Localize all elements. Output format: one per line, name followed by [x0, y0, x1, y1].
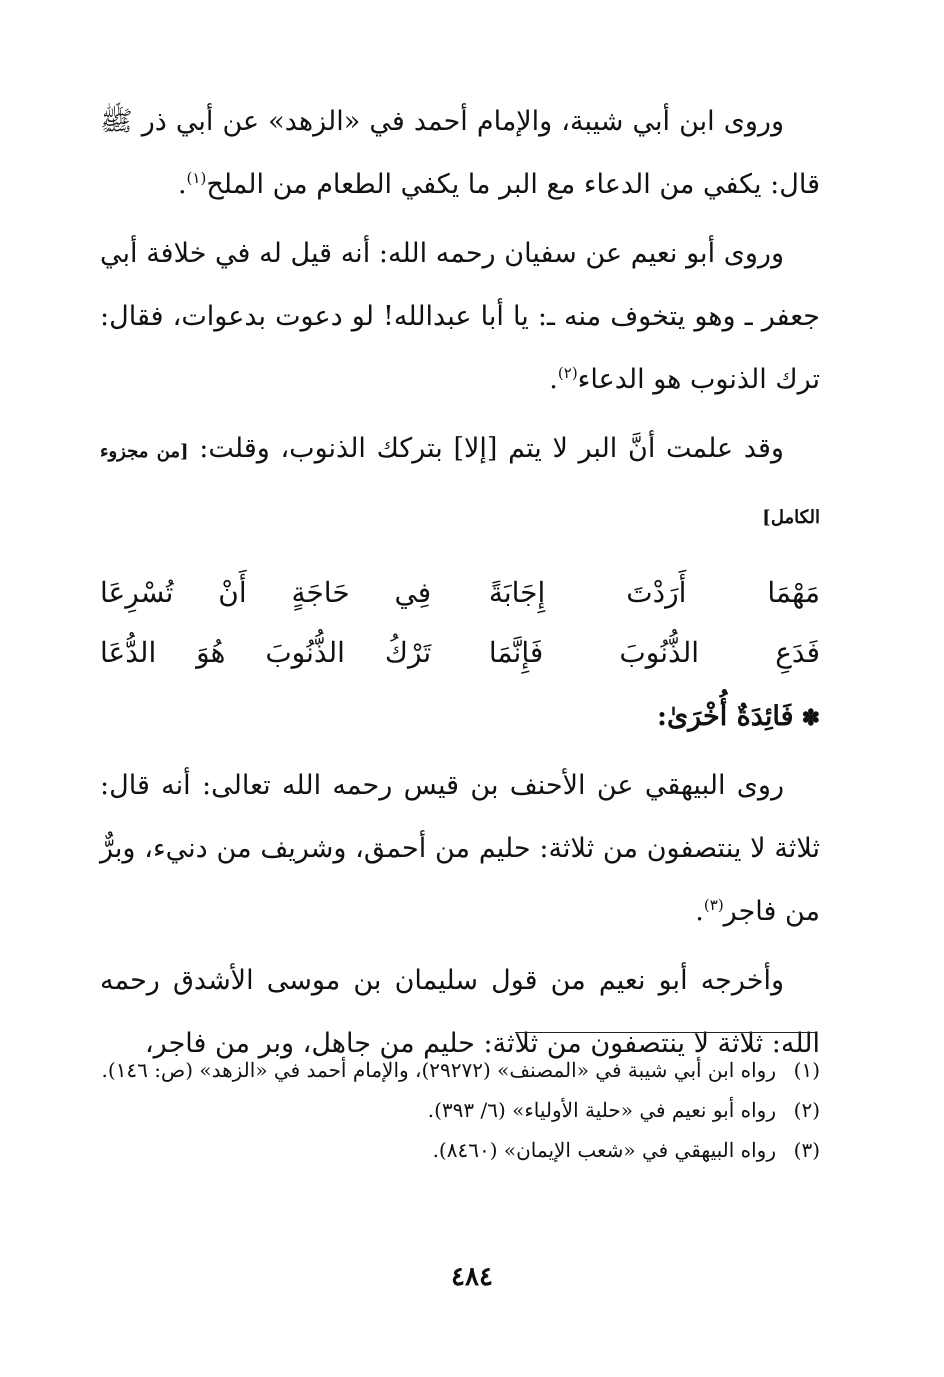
section-heading-text: فَائِدَةٌ أُخْرَىٰ:: [657, 701, 794, 732]
paragraph-poem-intro: وقد علمت أنَّ البر لا يتم [إلا] بتركك الذنوب، وقلت: [من مجزوء الكامل]: [100, 433, 820, 528]
star-icon: ✽: [801, 705, 820, 731]
footnote-ref-3[interactable]: (٣): [703, 896, 724, 914]
page-body: [100, 90, 820, 1081]
poem-line-2-first-hemistich: فَدَعِ الذُّنُوبَ فَإِنَّمَا: [488, 636, 820, 669]
poem-line-1-second-hemistich: فِي حَاجَةٍ أَنْ تُسْرِعَا: [100, 576, 432, 609]
poem: [100, 563, 820, 683]
poem-line-1: [100, 563, 820, 623]
footnote-number: (١): [793, 1058, 820, 1082]
footnote-separator: [515, 1032, 817, 1033]
footnote-ref-1[interactable]: (١): [186, 169, 207, 187]
footnote-3: [100, 1130, 820, 1170]
poem-line-2-second-hemistich: تَرْكُ الذُّنُوبَ هُوَ الدُّعَا: [100, 636, 432, 669]
paragraph-sufyan: وروى أبو نعيم عن سفيان رحمه الله: أنه قيل له في خلافة أبي جعفر ـ وهو يتخوف منه ـ: يا أبا عبدالله! لو دعوت بدعوات، فقال: ترك الذنوب هو الدعاء$^{(٢)}$.: [100, 238, 820, 395]
footnote-text: رواه أبو نعيم في «حلية الأولياء» (٦/ ٣٩٣).: [427, 1098, 776, 1122]
footnote-1: [100, 1050, 820, 1090]
footnote-ref-2[interactable]: (٢): [557, 364, 578, 382]
footnote-text: رواه ابن أبي شيبة في «المصنف» (٢٩٢٧٢)، والإمام أحمد في «الزهد» (ص: ١٤٦).: [101, 1058, 776, 1082]
footnote-2: [100, 1090, 820, 1130]
paragraph-abu-nuaym: وأخرجه أبو نعيم من قول سليمان بن موسى الأشدق رحمه الله: ثلاثة لا ينتصفون من ثلاثة: حليم من جاهل، وبر من فاجر،: [100, 965, 820, 1059]
section-heading: [100, 689, 820, 746]
paragraph-bayhaqi: روى البيهقي عن الأحنف بن قيس رحمه الله تعالى: أنه قال: ثلاثة لا ينتصفون من ثلاثة: حليم من أحمق، وشريف من دنيء، وبرٌّ من فاجر$^{(٣)}$.: [100, 770, 820, 927]
poem-line-2: [100, 623, 820, 683]
footnote-number: (٢): [793, 1098, 820, 1122]
poem-line-1-first-hemistich: مَهْمَا أَرَدْتَ إِجَابَةً: [488, 576, 820, 609]
footnotes: [100, 1050, 820, 1170]
poem-meter-label: [من مجزوء الكامل]: [100, 441, 820, 528]
page-number: ٤٨٤: [451, 1262, 493, 1292]
footnote-number: (٣): [793, 1138, 820, 1162]
footnote-text: رواه البيهقي في «شعب الإيمان» (٨٤٦٠).: [432, 1138, 776, 1162]
paragraph-abu-dharr: وروى ابن أبي شيبة، والإمام أحمد في «الزهد» عن أبي ذر ﷺ قال: يكفي من الدعاء مع البر ما يكفي الطعام من الملح$^{(١)}$.: [100, 106, 820, 200]
